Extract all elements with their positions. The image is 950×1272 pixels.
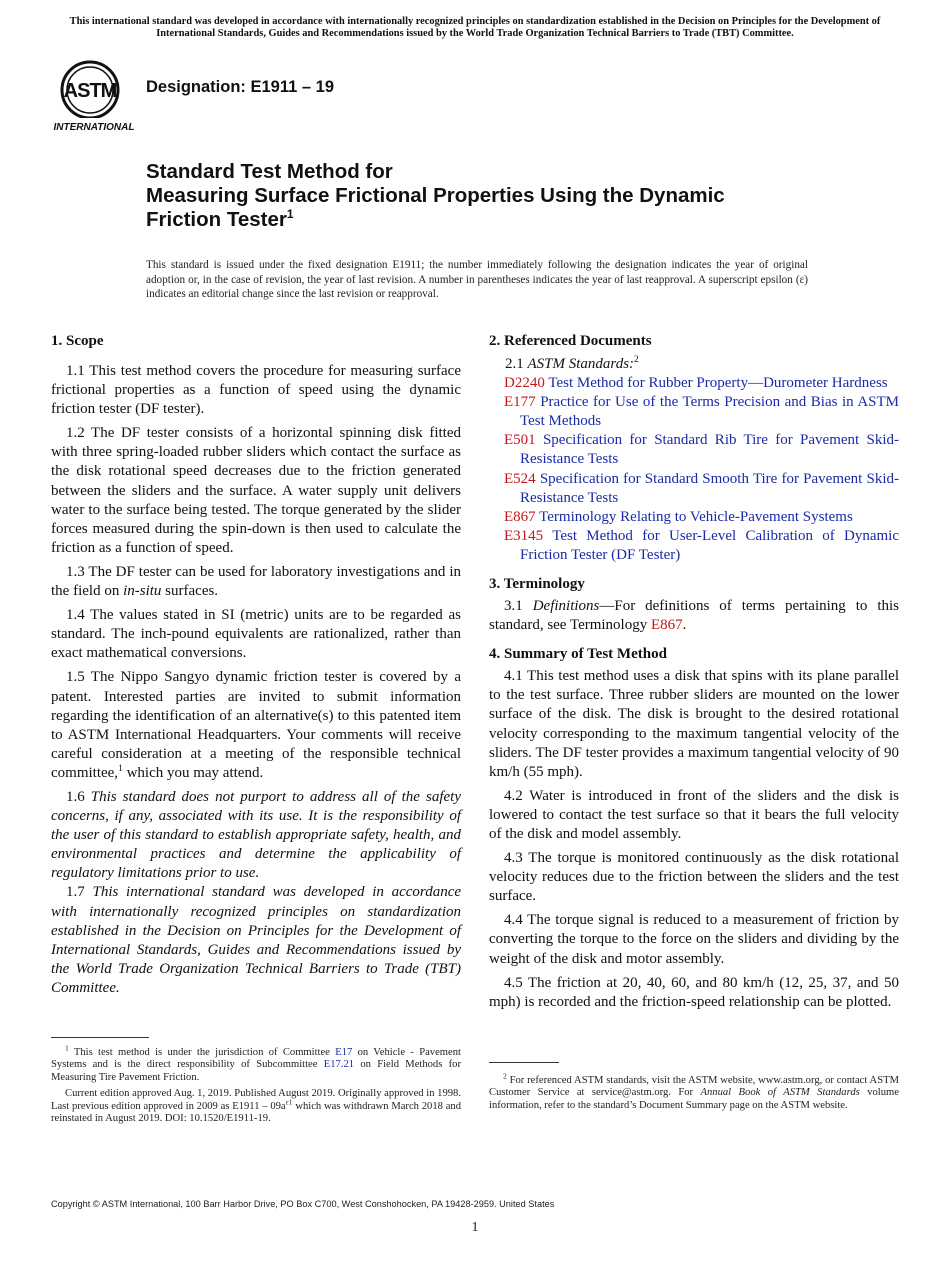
title-line-2: Measuring Surface Frictional Properties Using the Dynamic bbox=[146, 184, 725, 207]
epsilon-superscript: ε1 bbox=[285, 1097, 293, 1107]
footnote-1-text-a: This test method is under the jurisdiction of Committee bbox=[68, 1047, 336, 1058]
paragraph-1-6-number: 1.6 bbox=[66, 788, 91, 805]
reference-item[interactable] bbox=[489, 393, 899, 431]
reference-code-link[interactable]: E524 bbox=[504, 470, 536, 487]
astm-standards-subheading bbox=[489, 355, 899, 374]
subheading-label: ASTM Standards: bbox=[527, 356, 635, 372]
paragraph-4-2: 4.2 Water is introduced in front of the sliders and the disk is lowered to contact the test surface so that it bears the full velocity of the disk and model assembly. bbox=[489, 787, 899, 842]
reference-title-link[interactable]: Specification for Standard Smooth Tire for Pavement Skid-Resistance Tests bbox=[520, 470, 899, 506]
footnote-2-mark: 2 bbox=[503, 1071, 507, 1081]
footnote-ref-1[interactable]: 1 bbox=[118, 763, 123, 774]
footnote-divider-right bbox=[489, 1062, 559, 1063]
paragraph-1-6-text: This standard does not purport to address all of the safety concerns, if any, associated with its use. It is the responsibility of the user of this standard to establish appropriate safety, health, and environmental practices and determine the applicability of regulatory limitations prior to use. bbox=[51, 788, 461, 882]
section-2-heading: 2. Referenced Documents bbox=[489, 333, 652, 349]
reference-item[interactable] bbox=[489, 374, 899, 393]
in-situ-term: in-situ bbox=[123, 583, 162, 600]
footnote-1-edition bbox=[51, 1088, 461, 1125]
section-4-heading: 4. Summary of Test Method bbox=[489, 646, 667, 663]
footnote-2-paragraph bbox=[489, 1071, 899, 1112]
paragraph-3-1 bbox=[489, 597, 899, 635]
international-standard-notice: This international standard was developed in accordance with internationally recognized principles on standardization established in the Decision on Principles for the Development of International Standards, Guides and Recommendations issued by the World Trade Organization Technical Barriers to Trade (TBT) Committee. bbox=[69, 16, 881, 39]
reference-code-link[interactable]: D2240 bbox=[504, 375, 545, 392]
title-line-3-text: Friction Tester bbox=[146, 208, 287, 231]
paragraph-3-1-number: 3.1 bbox=[504, 598, 533, 615]
paragraph-1-7-number: 1.7 bbox=[66, 884, 93, 901]
footnote-2 bbox=[489, 1071, 899, 1112]
title-line-1: Standard Test Method for bbox=[146, 160, 393, 183]
reference-item[interactable] bbox=[489, 508, 899, 527]
paragraph-1-7 bbox=[51, 883, 461, 998]
page-number: 1 bbox=[471, 1220, 479, 1235]
annual-book-title: Annual Book of ASTM Standards bbox=[700, 1087, 860, 1099]
subcommittee-e17-21-link[interactable]: E17.21 bbox=[323, 1059, 355, 1071]
paragraph-1-7-text: This international standard was developed in accordance with internationally recognized principles on standardization established in the Decision on Principles for the Development of International Standards, Guides and Recommendations issued by the World Trade Organization Technical Barriers to Trade (TBT) Committee. bbox=[51, 884, 462, 996]
paragraph-1-5 bbox=[51, 668, 461, 783]
paragraph-3-1-end: . bbox=[682, 617, 687, 634]
paragraph-1-4: 1.4 The values stated in SI (metric) units are to be regarded as standard. The inch-pound equivalents are rationalized, rather than exact mathematical conversions. bbox=[51, 607, 461, 662]
footnote-1-text-c: on Field Methods for Measuring Tire Pavement Friction. bbox=[51, 1059, 461, 1083]
issuance-statement: This standard is issued under the fixed designation E1911; the number immediately following the designation indicates the year of original adoption or, in the case of revision, the year of last revision. A number in parentheses indicates the year of last reapproval. A superscript epsilon (ε) indicates an editorial change since the last revision or reapproval. bbox=[146, 259, 808, 301]
astm-logo bbox=[52, 60, 136, 134]
paragraph-1-3-end: surfaces. bbox=[161, 583, 219, 600]
reference-title-link[interactable]: Test Method for Rubber Property—Durometer Hardness bbox=[548, 375, 888, 392]
paragraph-1-3 bbox=[51, 563, 461, 601]
copyright-notice: Copyright © ASTM International, 100 Barr Harbor Drive, PO Box C700, West Conshohocken, PA 19428-2959. United States bbox=[51, 1199, 555, 1209]
title-footnote-mark[interactable]: 1 bbox=[286, 207, 294, 222]
paragraph-1-3-text: 1.3 The DF tester can be used for laboratory investigations and in the field on bbox=[51, 563, 461, 600]
paragraph-4-3: 4.3 The torque is monitored continuously as the disk rotational velocity reduces due to the friction between the sliders and the test surface. bbox=[489, 850, 899, 905]
paragraph-1-5-text: 1.5 The Nippo Sangyo dynamic friction tester is covered by a patent. Interested parties are invited to submit information regarding the identification of an alternative(s) to this patented item to ASTM International Headquarters. Your comments will receive careful consideration at a meeting of the responsible technical committee, bbox=[51, 669, 461, 781]
footnote-1-edition-text: Current edition approved Aug. 1, 2019. Published August 2019. Originally approved in 1998. Last previous edition approved in 2009 as E1911 – 09a bbox=[51, 1088, 461, 1112]
section-1-heading: 1. Scope bbox=[51, 333, 104, 349]
paragraph-1-5-end: which you may attend. bbox=[122, 764, 264, 781]
subheading-number: 2.1 bbox=[505, 356, 528, 372]
reference-item[interactable] bbox=[489, 431, 899, 469]
reference-code-link[interactable]: E867 bbox=[504, 508, 536, 525]
reference-code-link[interactable]: E501 bbox=[504, 432, 536, 449]
paragraph-4-1: 4.1 This test method uses a disk that spins with its plane parallel to the test surface. Three rubber sliders are mounted on the lower surface of the disk. The disk is brought to the desired rotational velocity corresponding to the maximum tangential velocity of the sliders. The DF tester provides a maximum tangential velocity of 90 km/h (55 mph). bbox=[489, 668, 899, 780]
reference-item[interactable] bbox=[489, 527, 899, 565]
paragraph-1-6 bbox=[51, 788, 461, 883]
logo-subtitle: INTERNATIONAL bbox=[53, 122, 135, 133]
footnote-2-text-a: For referenced ASTM standards, visit the ASTM website, www.astm.org, or contact ASTM Customer Service at service@astm.org. For bbox=[489, 1075, 899, 1099]
reference-title-link[interactable]: Terminology Relating to Vehicle-Pavement Systems bbox=[539, 508, 853, 525]
footnote-1-edition-end: which was withdrawn March 2018 and reinstated in August 2019. DOI: 10.1520/E1911-19. bbox=[51, 1100, 461, 1125]
left-column bbox=[51, 331, 461, 998]
logo-mark-text: ASTM bbox=[63, 80, 117, 102]
reference-code-link[interactable]: E177 bbox=[504, 394, 536, 411]
footnote-1-text-b: on Vehicle - Pavement Systems and is the direct responsibility of Subcommittee bbox=[51, 1047, 461, 1071]
reference-code-link[interactable]: E3145 bbox=[504, 527, 544, 544]
footnote-ref-2[interactable]: 2 bbox=[634, 355, 639, 365]
title-line-3 bbox=[146, 208, 906, 232]
reference-item[interactable] bbox=[489, 470, 899, 508]
right-column bbox=[489, 331, 899, 1012]
section-3-heading: 3. Terminology bbox=[489, 576, 585, 593]
footnote-divider-left bbox=[51, 1037, 149, 1038]
footnote-1 bbox=[51, 1043, 461, 1125]
footnote-1-paragraph bbox=[51, 1043, 461, 1084]
document-title bbox=[146, 160, 906, 232]
designation: Designation: E1911 – 19 bbox=[146, 78, 335, 96]
astm-logo-mark bbox=[52, 60, 136, 134]
reference-title-link[interactable]: Specification for Standard Rib Tire for Pavement Skid-Resistance Tests bbox=[520, 432, 899, 468]
paragraph-1-1: 1.1 This test method covers the procedure for measuring surface frictional properties as a function of speed using the dynamic friction tester (DF tester). bbox=[51, 363, 461, 418]
paragraph-3-1-text: —For definitions of terms pertaining to this standard, see Terminology bbox=[489, 598, 899, 634]
paragraph-4-4: 4.4 The torque signal is reduced to a measurement of friction by converting the torque to the force on the sliders and dividing by the weight of the disk and motor assembly. bbox=[489, 912, 899, 967]
reference-title-link[interactable]: Test Method for User-Level Calibration of Dynamic Friction Tester (DF Tester) bbox=[520, 527, 900, 563]
paragraph-4-5: 4.5 The friction at 20, 40, 60, and 80 km/h (12, 25, 37, and 50 mph) is recorded and the friction-speed relationship can be plotted. bbox=[489, 974, 899, 1010]
terminology-link-e867[interactable]: E867 bbox=[650, 617, 683, 634]
reference-title-link[interactable]: Practice for Use of the Terms Precision and Bias in ASTM Test Methods bbox=[520, 394, 900, 430]
footnote-2-text-b: volume information, refer to the standard’s Document Summary page on the ASTM website. bbox=[489, 1087, 899, 1111]
paragraph-1-2: 1.2 The DF tester consists of a horizontal spinning disk fitted with three spring-loaded rubber sliders which contact the surface as the disk rotational speed decreases due to the friction generated between the sliders and the surface. A water supply unit delivers water to the surface being tested. The torque generated by the slider forces measured during the spin-down is then used to calculate the friction as a function of speed. bbox=[51, 425, 461, 556]
definitions-term: Definitions bbox=[532, 598, 600, 615]
committee-e17-link[interactable]: E17 bbox=[335, 1047, 353, 1058]
referenced-standards-list bbox=[489, 374, 899, 565]
footnote-1-mark: 1 bbox=[65, 1043, 69, 1053]
